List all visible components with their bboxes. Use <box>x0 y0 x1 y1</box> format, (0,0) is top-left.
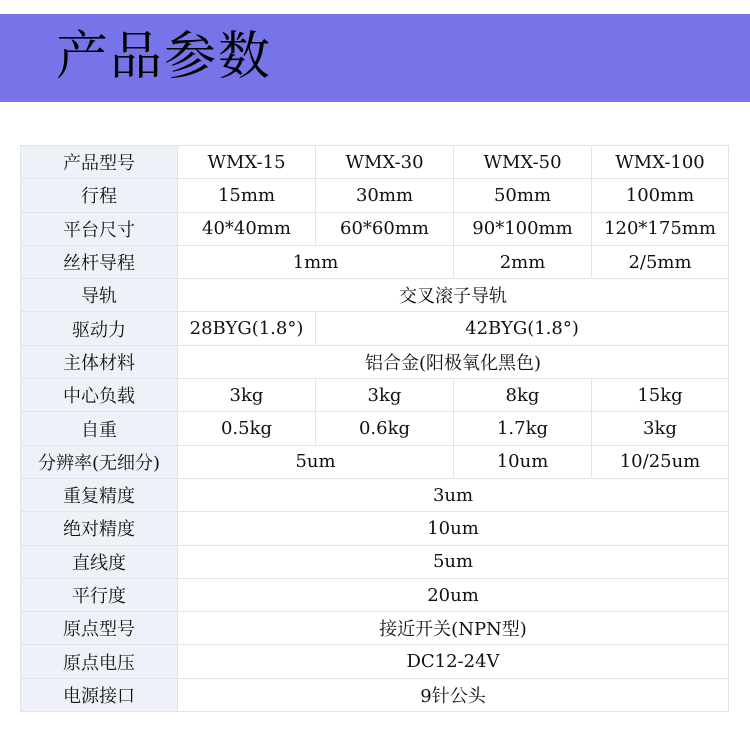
row-label-repeatability: 重复精度 <box>21 478 178 511</box>
table-row <box>21 212 729 245</box>
table-row <box>21 678 729 711</box>
row-label-model: 产品型号 <box>21 146 178 179</box>
table-cell: 60*60mm <box>316 212 454 245</box>
table-cell: 3um <box>178 478 729 511</box>
row-label-power-connector: 电源接口 <box>21 678 178 711</box>
table-cell: 铝合金(阳极氧化黑色) <box>178 345 729 378</box>
spec-table <box>20 145 729 712</box>
table-cell: 9针公头 <box>178 678 729 711</box>
table-row <box>21 379 729 412</box>
table-cell: 3kg <box>592 412 729 445</box>
table-row <box>21 545 729 578</box>
row-label-guide-rail: 导轨 <box>21 279 178 312</box>
table-row <box>21 345 729 378</box>
table-cell: WMX-30 <box>316 146 454 179</box>
row-label-screw-lead: 丝杆导程 <box>21 245 178 278</box>
table-cell: 5um <box>178 445 454 478</box>
table-cell: 0.6kg <box>316 412 454 445</box>
table-cell: 交叉滚子导轨 <box>178 279 729 312</box>
table-row <box>21 512 729 545</box>
row-label-straightness: 直线度 <box>21 545 178 578</box>
table-cell: 50mm <box>454 179 592 212</box>
table-cell: 3kg <box>178 379 316 412</box>
table-cell: DC12-24V <box>178 645 729 678</box>
table-cell: 10um <box>454 445 592 478</box>
table-cell: 8kg <box>454 379 592 412</box>
table-row <box>21 245 729 278</box>
row-label-platform-size: 平台尺寸 <box>21 212 178 245</box>
table-cell: 90*100mm <box>454 212 592 245</box>
table-cell: 3kg <box>316 379 454 412</box>
row-label-resolution: 分辨率(无细分) <box>21 445 178 478</box>
table-row <box>21 312 729 345</box>
table-cell: 40*40mm <box>178 212 316 245</box>
table-cell: 1mm <box>178 245 454 278</box>
row-label-drive: 驱动力 <box>21 312 178 345</box>
table-cell: 120*175mm <box>592 212 729 245</box>
table-cell: 20um <box>178 578 729 611</box>
table-cell: 10um <box>178 512 729 545</box>
table-cell: 1.7kg <box>454 412 592 445</box>
table-cell: 30mm <box>316 179 454 212</box>
row-label-center-load: 中心负载 <box>21 379 178 412</box>
table-cell: 10/25um <box>592 445 729 478</box>
table-cell: 2/5mm <box>592 245 729 278</box>
table-cell: WMX-100 <box>592 146 729 179</box>
table-row <box>21 412 729 445</box>
table-cell: 42BYG(1.8°) <box>316 312 729 345</box>
table-cell: WMX-50 <box>454 146 592 179</box>
table-cell: 15kg <box>592 379 729 412</box>
table-row <box>21 445 729 478</box>
table-row <box>21 146 729 179</box>
table-cell: 15mm <box>178 179 316 212</box>
table-row <box>21 279 729 312</box>
header-banner <box>0 14 750 102</box>
row-label-stroke: 行程 <box>21 179 178 212</box>
row-label-parallelism: 平行度 <box>21 578 178 611</box>
page-title: 产品参数 <box>56 27 273 87</box>
table-row <box>21 578 729 611</box>
table-row <box>21 179 729 212</box>
row-label-material: 主体材料 <box>21 345 178 378</box>
row-label-home-voltage: 原点电压 <box>21 645 178 678</box>
table-cell: 2mm <box>454 245 592 278</box>
table-row <box>21 645 729 678</box>
table-cell: WMX-15 <box>178 146 316 179</box>
table-cell: 0.5kg <box>178 412 316 445</box>
table-cell: 28BYG(1.8°) <box>178 312 316 345</box>
row-label-home-sensor: 原点型号 <box>21 612 178 645</box>
table-cell: 5um <box>178 545 729 578</box>
table-cell: 100mm <box>592 179 729 212</box>
table-row <box>21 612 729 645</box>
table-row <box>21 478 729 511</box>
row-label-absolute-accuracy: 绝对精度 <box>21 512 178 545</box>
row-label-weight: 自重 <box>21 412 178 445</box>
table-cell: 接近开关(NPN型) <box>178 612 729 645</box>
